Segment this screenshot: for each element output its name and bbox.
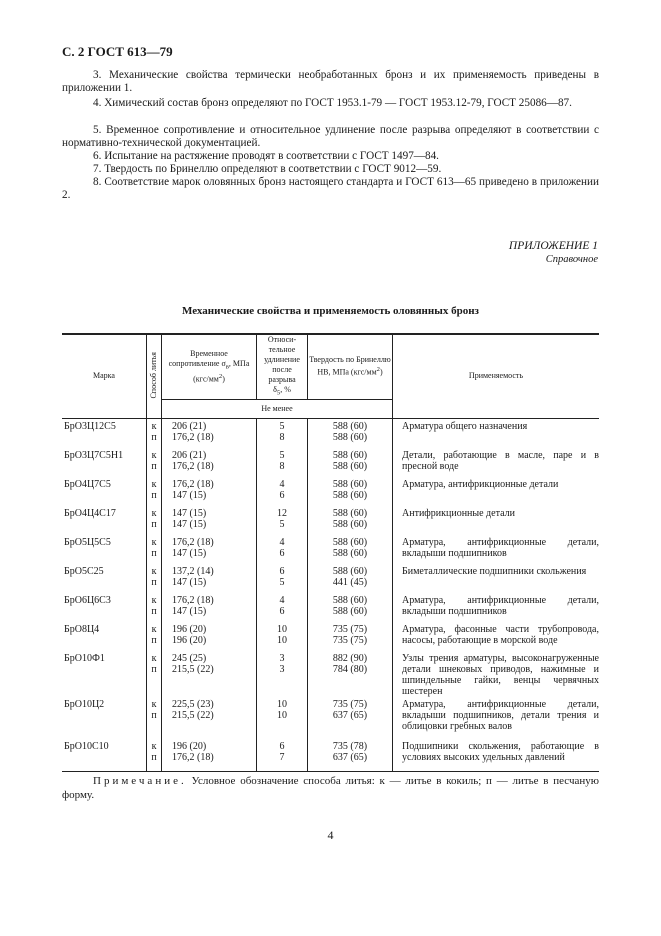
application-cell: Арматура, антифрикционные детали, вкладыши подшипников	[393, 535, 600, 564]
method-cell	[147, 593, 162, 622]
elongation-cell	[257, 448, 308, 477]
resistance-cell	[162, 593, 257, 622]
method-cell-value: к	[151, 594, 157, 606]
elongation-cell-value: 6	[279, 565, 285, 577]
resistance-cell-value: 147 (15)	[172, 518, 207, 530]
resistance-cell-value: 206 (21)	[172, 449, 207, 461]
mark-cell: БрО5Ц5С5	[64, 536, 111, 548]
hardness-cell	[308, 448, 393, 477]
elongation-cell-value: 5	[279, 420, 285, 432]
hardness-cell-value: 735 (78)	[332, 740, 368, 752]
table-row	[62, 697, 599, 739]
elongation-cell-value: 5	[279, 576, 285, 588]
method-cell-value: к	[151, 698, 157, 710]
properties-table	[62, 333, 599, 772]
hardness-cell-value: 588 (60)	[332, 420, 368, 432]
resistance-cell-value: 215,5 (22)	[172, 663, 214, 675]
table-row	[62, 739, 599, 772]
resistance-cell-value: 196 (20)	[172, 623, 207, 635]
table-title: Механические свойства и применяемость оловянных бронз	[182, 305, 479, 317]
hardness-cell-value: 637 (65)	[332, 751, 368, 763]
hardness-cell	[308, 535, 393, 564]
method-cell-value: к	[151, 623, 157, 635]
annex-title: ПРИЛОЖЕНИЕ 1	[508, 240, 598, 252]
paragraph-8: 8. Соответствие марок оловянных бронз настоящего стандарта и ГОСТ 613—65 приведено в приложении 2.	[62, 176, 599, 202]
elongation-cell-value: 8	[279, 431, 285, 443]
col-resistance: Временное сопротивление $\sigma_в$, МПа $(кгс/мм^2)$	[162, 334, 257, 399]
mark-cell: БрО4Ц7С5	[64, 478, 111, 490]
table-note	[62, 774, 599, 802]
method-cell-value: к	[151, 478, 157, 490]
resistance-cell	[162, 418, 257, 448]
elongation-cell-value: 10	[277, 709, 287, 721]
hardness-cell-value: 588 (60)	[332, 536, 368, 548]
paragraph-7: 7. Твердость по Бринеллю определяют в соответствии с ГОСТ 9012—59.	[93, 163, 442, 175]
mark-cell: БрО6Ц6С3	[64, 594, 111, 606]
hardness-cell-value: 588 (60)	[332, 460, 368, 472]
method-cell-value: п	[151, 605, 157, 617]
table-row	[62, 506, 599, 535]
application-cell: Арматура, антифрикционные детали, вкладыши подшипников	[393, 593, 600, 622]
method-cell	[147, 622, 162, 651]
resistance-cell-value: 176,2 (18)	[172, 478, 214, 490]
elongation-cell	[257, 418, 308, 448]
hardness-cell-value: 735 (75)	[332, 634, 368, 646]
table-row	[62, 418, 599, 448]
hardness-cell-value: 441 (45)	[332, 576, 368, 588]
hardness-cell	[308, 418, 393, 448]
resistance-cell	[162, 535, 257, 564]
resistance-cell-value: 176,2 (18)	[172, 751, 214, 763]
method-cell	[147, 506, 162, 535]
resistance-cell-value: 245 (25)	[172, 652, 207, 664]
hardness-cell-value: 882 (90)	[332, 652, 368, 664]
elongation-cell-value: 6	[279, 547, 285, 559]
table-row	[62, 593, 599, 622]
hardness-cell-value: 784 (80)	[332, 663, 368, 675]
resistance-cell-value: 215,5 (22)	[172, 709, 214, 721]
method-cell-value: п	[151, 547, 157, 559]
elongation-cell-value: 4	[279, 478, 285, 490]
table-row	[62, 564, 599, 593]
resistance-cell-value: 147 (15)	[172, 576, 207, 588]
hardness-cell	[308, 564, 393, 593]
hardness-cell-value: 588 (60)	[332, 594, 368, 606]
application-cell: Детали, работающие в масле, паре и в пресной воде	[393, 448, 600, 477]
hardness-cell-value: 588 (60)	[332, 507, 368, 519]
resistance-cell-value: 137,2 (14)	[172, 565, 214, 577]
elongation-cell	[257, 564, 308, 593]
method-cell-value: к	[151, 565, 157, 577]
resistance-cell-value: 196 (20)	[172, 634, 207, 646]
mark-cell: БрО3Ц7С5Н1	[64, 449, 124, 461]
hardness-cell-value: 588 (60)	[332, 565, 368, 577]
method-cell	[147, 448, 162, 477]
hardness-cell-value: 588 (60)	[332, 478, 368, 490]
elongation-cell	[257, 535, 308, 564]
method-cell-value: п	[151, 576, 157, 588]
resistance-cell-value: 196 (20)	[172, 740, 207, 752]
hardness-cell	[308, 651, 393, 697]
method-cell	[147, 535, 162, 564]
elongation-cell-value: 3	[279, 663, 285, 675]
resistance-cell	[162, 506, 257, 535]
table-row	[62, 651, 599, 697]
annex-label	[509, 240, 598, 266]
elongation-cell-value: 4	[279, 536, 285, 548]
hardness-cell	[308, 477, 393, 506]
col-hardness: Твердость по Бринеллю НВ, МПа $(кгс/мм^2)$	[308, 334, 393, 399]
method-cell	[147, 697, 162, 739]
elongation-cell	[257, 506, 308, 535]
resistance-cell-value: 176,2 (18)	[172, 431, 214, 443]
table-row	[62, 477, 599, 506]
elongation-cell-value: 7	[279, 751, 285, 763]
note-text: Условное обозначение способа литья: к — литье в кокиль; п — литье в песчаную форму.	[62, 775, 599, 801]
application-cell: Биметаллические подшипники скольжения	[393, 564, 600, 593]
min-label: Не менее	[162, 399, 393, 418]
resistance-cell-value: 147 (15)	[172, 547, 207, 559]
elongation-cell-value: 5	[279, 449, 285, 461]
resistance-cell-value: 147 (15)	[172, 489, 207, 501]
elongation-cell	[257, 622, 308, 651]
method-cell	[147, 651, 162, 697]
elongation-cell-value: 10	[277, 623, 287, 635]
method-cell	[147, 418, 162, 448]
resistance-cell	[162, 697, 257, 739]
method-cell-value: к	[151, 420, 157, 432]
elongation-cell-value: 6	[279, 489, 285, 501]
application-cell: Арматура, антифрикционные детали, вкладыши подшипников, детали трения и облицовки гребных валов	[393, 697, 600, 739]
method-cell-value: к	[151, 652, 157, 664]
col-application: Применяемость	[393, 334, 600, 418]
application-cell: Антифрикционные детали	[393, 506, 600, 535]
elongation-cell-value: 10	[277, 698, 287, 710]
elongation-cell	[257, 651, 308, 697]
hardness-cell-value: 735 (75)	[332, 698, 368, 710]
resistance-cell	[162, 564, 257, 593]
elongation-cell	[257, 477, 308, 506]
hardness-cell	[308, 622, 393, 651]
col-elongation: Относи- тельное удлинение после разрыва $\delta_5$, %	[257, 334, 308, 399]
hardness-cell-value: 588 (60)	[332, 431, 368, 443]
method-cell	[147, 564, 162, 593]
method-cell-value: к	[151, 507, 157, 519]
application-cell: Арматура общего назначения	[393, 418, 600, 448]
page-header: С. 2 ГОСТ 613—79	[62, 44, 173, 59]
hardness-cell	[308, 506, 393, 535]
elongation-cell-value: 4	[279, 594, 285, 606]
resistance-cell-value: 176,2 (18)	[172, 460, 214, 472]
application-cell: Узлы трения арматуры, высоконагруженные детали шнековых приводов, нажимные и шпиндельные гайки, венцы червячных шестерен	[393, 651, 600, 697]
elongation-cell-value: 6	[279, 605, 285, 617]
paragraph-6: 6. Испытание на растяжение проводят в соответствии с ГОСТ 1497—84.	[93, 150, 439, 162]
method-cell-value: п	[151, 709, 157, 721]
hardness-cell	[308, 593, 393, 622]
table-row	[62, 448, 599, 477]
elongation-cell	[257, 697, 308, 739]
mark-cell: БрО3Ц12С5	[64, 420, 116, 432]
paragraph-5: 5. Временное сопротивление и относительное удлинение после разрыва определяют в соответствии с нормативно-технической документацией.	[62, 124, 599, 150]
elongation-cell-value: 10	[277, 634, 287, 646]
mark-cell: БрО10Ц2	[64, 698, 105, 710]
resistance-cell-value: 176,2 (18)	[172, 594, 214, 606]
hardness-cell	[308, 697, 393, 739]
mark-cell: БрО10Ф1	[64, 652, 105, 664]
annex-subtitle: Справочное	[545, 254, 598, 265]
resistance-cell	[162, 477, 257, 506]
mark-cell: БрО5С25	[64, 565, 104, 577]
method-cell-value: п	[151, 431, 157, 443]
table-row	[62, 535, 599, 564]
note-label: Примечание.	[93, 775, 187, 787]
mark-cell: БрО10С10	[64, 740, 109, 752]
hardness-cell-value: 637 (65)	[332, 709, 368, 721]
resistance-cell-value: 206 (21)	[172, 420, 207, 432]
resistance-cell-value: 147 (15)	[172, 507, 207, 519]
col-mark: Марка	[62, 334, 147, 418]
resistance-cell	[162, 448, 257, 477]
elongation-cell-value: 6	[279, 740, 285, 752]
hardness-cell-value: 588 (60)	[332, 547, 368, 559]
resistance-cell-value: 225,5 (23)	[172, 698, 214, 710]
elongation-cell	[257, 593, 308, 622]
application-cell: Арматура, антифрикционные детали	[393, 477, 600, 506]
table-row	[62, 622, 599, 651]
method-cell	[147, 739, 162, 772]
method-cell-value: п	[151, 634, 157, 646]
hardness-cell-value: 588 (60)	[332, 489, 368, 501]
page-number: 4	[327, 828, 334, 842]
elongation-cell-value: 12	[277, 507, 287, 519]
mark-cell: БрО8Ц4	[64, 623, 100, 635]
application-cell: Подшипники скольжения, работающие в условиях высоких удельных давлений	[393, 739, 600, 772]
resistance-cell-value: 176,2 (18)	[172, 536, 214, 548]
hardness-cell-value: 735 (75)	[332, 623, 368, 635]
resistance-cell-value: 147 (15)	[172, 605, 207, 617]
elongation-cell	[257, 739, 308, 772]
method-cell-value: п	[151, 518, 157, 530]
resistance-cell	[162, 739, 257, 772]
hardness-cell-value: 588 (60)	[332, 605, 368, 617]
hardness-cell-value: 588 (60)	[332, 518, 368, 530]
resistance-cell	[162, 651, 257, 697]
elongation-cell-value: 3	[279, 652, 285, 664]
method-cell-value: к	[151, 449, 157, 461]
elongation-cell-value: 5	[279, 518, 285, 530]
mark-cell: БрО4Ц4С17	[64, 507, 116, 519]
col-method: Способ литья	[147, 334, 162, 418]
method-cell-value: п	[151, 663, 157, 675]
method-cell-value: к	[151, 536, 157, 548]
method-cell-value: к	[151, 740, 157, 752]
paragraph-4: 4. Химический состав бронз определяют по ГОСТ 1953.1-79 — ГОСТ 1953.12-79, ГОСТ 25086—87.	[93, 97, 572, 109]
method-cell-value: п	[151, 489, 157, 501]
hardness-cell-value: 588 (60)	[332, 449, 368, 461]
application-cell: Арматура, фасонные части трубопровода, насосы, работающие в морской воде	[393, 622, 600, 651]
method-cell-value: п	[151, 460, 157, 472]
elongation-cell-value: 8	[279, 460, 285, 472]
method-cell-value: п	[151, 751, 157, 763]
hardness-cell	[308, 739, 393, 772]
method-cell	[147, 477, 162, 506]
resistance-cell	[162, 622, 257, 651]
paragraph-3: 3. Механические свойства термически необработанных бронз и их применяемость приведены в приложении 1.	[62, 69, 599, 95]
